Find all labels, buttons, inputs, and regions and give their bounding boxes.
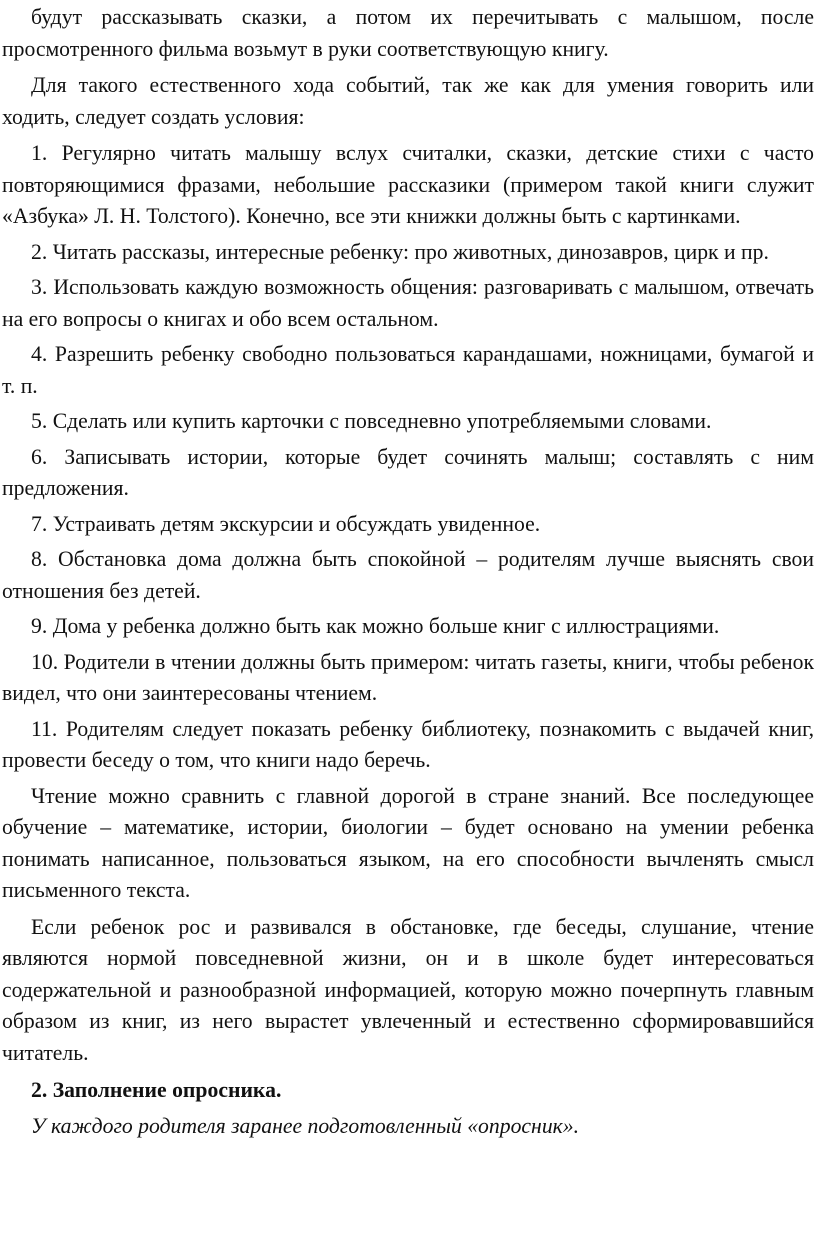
list-item: 8. Обстановка дома должна быть спокойной – родителям лучше выяснять свои отношения без детей. (2, 547, 814, 603)
list-item: 2. Читать рассказы, интересные ребенку: про животных, динозавров, цирк и пр. (31, 239, 769, 264)
list-item: 3. Использовать каждую возможность общения: разговаривать с малышом, отвечать на его вопросы о книгах и обо всем остальном. (2, 275, 814, 331)
section-heading: 2. Заполнение опросника. (31, 1078, 282, 1102)
section-note: У каждого родителя заранее подготовленный «опросник». (31, 1113, 580, 1138)
reading-paragraph: Чтение можно сравнить с главной дорогой в стране знаний. Все последующее обучение – математике, истории, биологии – будет основано на умении ребенка понимать написанное, пользоваться языком, на его способности вычленять смысл письменного текста. (2, 783, 814, 902)
intro-continuation-paragraph: будут рассказывать сказки, а потом их перечитывать с малышом, после просмотренного фильма возьмут в руки соответствующую книгу. (2, 5, 814, 61)
list-item: 7. Устраивать детям экскурсии и обсуждать увиденное. (31, 511, 541, 536)
conditions-intro-paragraph: Для такого естественного хода событий, так же как для умения говорить или ходить, следует создать условия: (2, 73, 814, 129)
list-item: 11. Родителям следует показать ребенку библиотеку, познакомить с выдачей книг, провести беседу о том, что книги надо беречь. (2, 716, 814, 772)
list-item: 9. Дома у ребенка должно быть как можно больше книг с иллюстрациями. (31, 614, 720, 638)
list-item: 10. Родители в чтении должны быть примером: читать газеты, книги, чтобы ребенок видел, что они заинтересованы чтением. (2, 649, 814, 705)
list-item: 5. Сделать или купить карточки с повседневно употребляемыми словами. (31, 409, 712, 433)
child-paragraph: Если ребенок рос и развивался в обстановке, где беседы, слушание, чтение являются нормой повседневной жизни, он и в школе будет интересоваться содержательной и разнообразной информацией, которую можно почерпнуть главным образом из книг, из него вырастет увлеченный и естественно сформировавшийся читатель. (2, 914, 814, 1065)
list-item: 4. Разрешить ребенку свободно пользоваться карандашами, ножницами, бумагой и т. п. (2, 342, 814, 398)
list-item: 1. Регулярно читать малышу вслух считалки, сказки, детские стихи с часто повторяющимися фразами, небольшие рассказики (примером такой книги служит «Азбука» Л. Н. Толстого). Конечно, все эти книжки должны быть с картинками. (2, 141, 814, 228)
list-item: 6. Записывать истории, которые будет сочинять малыш; составлять с ним предложения. (2, 444, 814, 500)
conditions-list (2, 138, 814, 777)
